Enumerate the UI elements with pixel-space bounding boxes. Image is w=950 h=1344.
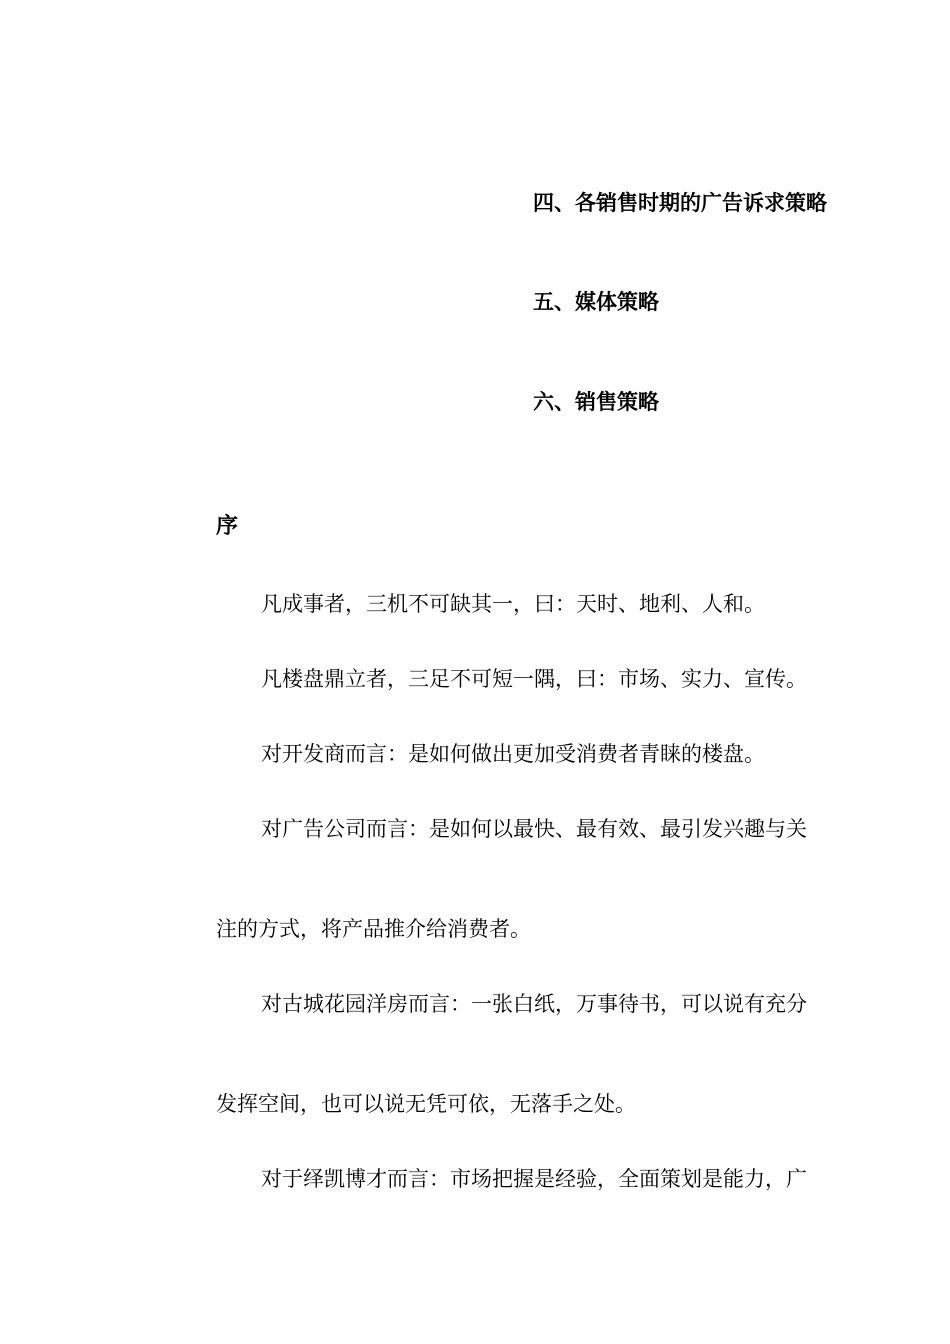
preface-paragraph-line: 对古城花园洋房而言：一张白纸，万事待书，可以说有充分 <box>261 992 807 1016</box>
preface-paragraph-line: 发挥空间，也可以说无凭可依，无落手之处。 <box>216 1092 636 1116</box>
preface-paragraph-line: 对于绎凯博才而言：市场把握是经验，全面策划是能力，广 <box>261 1167 807 1191</box>
preface-paragraph-line: 对开发商而言：是如何做出更加受消费者青睐的楼盘。 <box>261 742 765 766</box>
preface-title: 序 <box>216 514 239 539</box>
toc-item-sales-strategy: 六、销售策略 <box>533 390 659 414</box>
toc-item-ad-appeal-strategy: 四、各销售时期的广告诉求策略 <box>533 191 827 215</box>
preface-paragraph-line: 凡楼盘鼎立者，三足不可短一隅，曰：市场、实力、宣传。 <box>261 667 807 691</box>
toc-item-media-strategy: 五、媒体策略 <box>533 290 659 314</box>
preface-paragraph-line: 对广告公司而言：是如何以最快、最有效、最引发兴趣与关 <box>261 817 807 841</box>
preface-paragraph-line: 凡成事者，三机不可缺其一，曰：天时、地利、人和。 <box>261 592 765 616</box>
preface-paragraph-line: 注的方式，将产品推介给消费者。 <box>216 917 531 941</box>
